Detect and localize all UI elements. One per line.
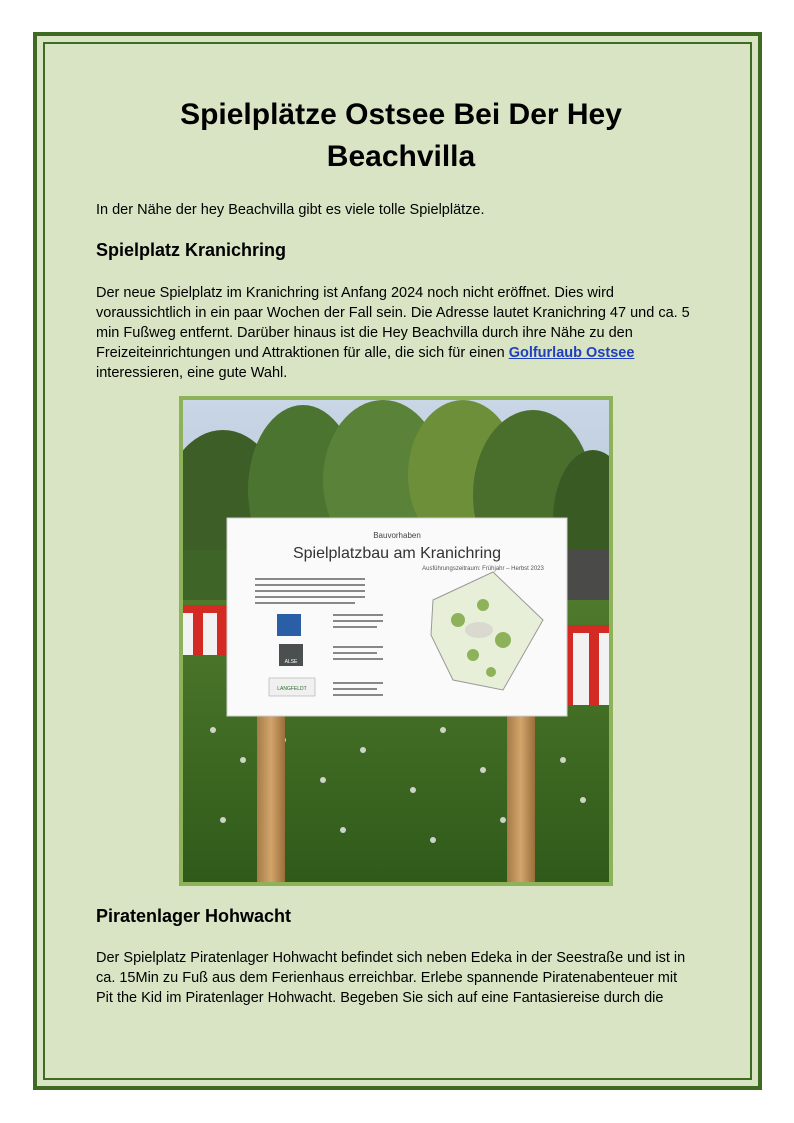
municipality-logo — [277, 614, 301, 636]
kranichring-paragraph — [96, 283, 716, 383]
para-line — [96, 343, 716, 363]
page-title — [96, 94, 706, 178]
para-line: voraussichtlich in ein paar Wochen der Fall sein. Die Adresse lautet Kranichring 47 und ca. 5 — [96, 305, 690, 321]
intro-paragraph: In der Nähe der hey Beachvilla gibt es viele tolle Spielplätze. — [96, 202, 485, 218]
sign-post-left — [257, 700, 285, 882]
sign-board — [227, 518, 567, 716]
sign-title: Spielplatzbau am Kranichring — [292, 545, 502, 562]
sign-post-right — [507, 700, 535, 882]
title-line-2: Beachvilla — [326, 140, 476, 173]
golfurlaub-ostsee-link[interactable]: Golfurlaub Ostsee — [508, 345, 635, 361]
document-content — [96, 94, 706, 178]
para-line: Pit the Kid im Piratenlager Hohwacht. Begeben Sie sich auf eine Fantasiereise durch die — [96, 990, 664, 1006]
section-heading-piratenlager: Piratenlager Hohwacht — [96, 906, 292, 926]
langfeldt-logo-text: LANGFELDT — [277, 686, 307, 692]
para-line: ca. 15Min zu Fuß aus dem Ferienhaus erreichbar. Erlebe spannende Piratenabenteuer mit — [96, 970, 678, 986]
sign-subtitle: Ausführungszeitraum: Frühjahr – Herbst 2023 — [422, 566, 544, 572]
playground-sign-photo — [179, 396, 613, 886]
para-line: interessieren, eine gute Wahl. — [96, 365, 288, 381]
alse-logo-text: ALSE — [284, 659, 298, 665]
piratenlager-paragraph — [96, 948, 716, 1008]
sign-small-top: Bauvorhaben — [373, 531, 421, 540]
para-line: Der neue Spielplatz im Kranichring ist Anfang 2024 noch nicht eröffnet. Dies wird — [96, 285, 614, 301]
para-text: Freizeiteinrichtungen und Attraktionen für alle, die sich für einen — [96, 345, 509, 361]
section-heading-kranichring: Spielplatz Kranichring — [96, 240, 287, 260]
para-line: Der Spielplatz Piratenlager Hohwacht befindet sich neben Edeka in der Seestraße und ist in — [96, 950, 686, 966]
para-line: min Fußweg entfernt. Darüber hinaus ist die Hey Beachvilla durch ihre Nähe zu den — [96, 325, 633, 341]
title-line-1: Spielplätze Ostsee Bei Der Hey — [180, 98, 622, 131]
